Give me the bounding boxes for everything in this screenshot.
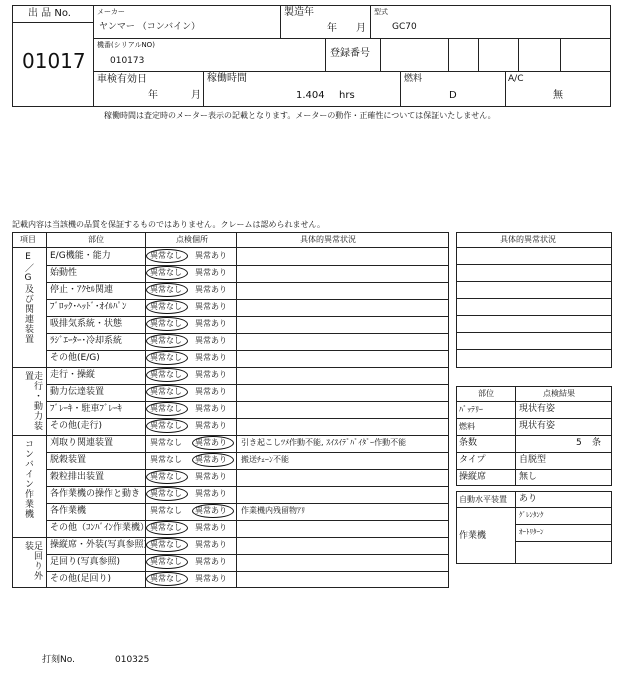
group-label: 走行・動力装置 [23, 371, 42, 431]
row-detail: 引き起こしﾂﾒ作動不能, ｽｲｽｲﾃﾞﾊﾞｲﾀﾞｰ作動不能 [241, 438, 407, 447]
no-abnormal-circle-mark [146, 368, 188, 382]
result-divider [456, 452, 612, 453]
row-part: 停止・ｱｸｾﾙ関連 [50, 285, 114, 295]
abnormal-option[interactable]: 異常あり [195, 302, 227, 311]
header-divider [93, 38, 611, 39]
detail-line [456, 264, 612, 265]
registration-label: 登録番号 [330, 48, 370, 59]
row-part: 穀粒排出装置 [50, 472, 105, 482]
no-abnormal-circle-mark [146, 521, 188, 535]
no-abnormal-circle-mark [146, 470, 188, 484]
lot-number: 01017 [22, 49, 86, 73]
row-part: 操縦席・外装(写真参照) [50, 540, 148, 550]
detail-line [456, 315, 612, 316]
fuel-label: 燃料 [404, 74, 423, 84]
abnormal-option[interactable]: 異常あり [195, 353, 227, 362]
right-detail-header: 具体的異常状況 [500, 235, 556, 244]
no-abnormal-option[interactable]: 異常なし [150, 302, 182, 311]
abnormal-option[interactable]: 異常あり [195, 489, 227, 498]
no-abnormal-circle-mark [146, 385, 188, 399]
header-divider [203, 71, 204, 107]
right-fuel-value: 現状有姿 [519, 421, 556, 431]
detail-line [456, 298, 612, 299]
rows-unit: 条 [592, 438, 602, 448]
rows-label: 条数 [459, 438, 478, 448]
abnormal-option[interactable]: 異常あり [195, 455, 227, 464]
row-part: 走行・操縦 [50, 370, 96, 380]
no-abnormal-option[interactable]: 異常なし [150, 574, 182, 583]
work-divider [515, 491, 516, 564]
abnormal-option[interactable]: 異常あり [195, 387, 227, 396]
detail-line [456, 247, 612, 248]
detail-line [456, 349, 612, 350]
header-divider [400, 71, 401, 107]
header-divider [370, 5, 371, 38]
hours-note: 稼働時間は査定時のメーター表示の記載となります。メーターの動作・正確性については保証いたしません。 [104, 111, 496, 120]
result-result-header: 点検結果 [543, 389, 575, 398]
row-part: ﾗｼﾞｴｰﾀｰ･冷却系統 [50, 336, 123, 346]
serial-label: 機番(シリアルNO) [97, 41, 155, 49]
work-label: 作業機 [459, 531, 487, 541]
header-divider [325, 38, 326, 71]
row-detail: 作業機内残留物ｱﾘ [241, 506, 305, 515]
abnormal-circle-mark [192, 504, 234, 518]
result-divider [456, 418, 612, 419]
no-abnormal-option[interactable]: 異常なし [150, 523, 182, 532]
auto-level-value: あり [519, 494, 538, 504]
group-label: 足回り外装 [23, 541, 42, 581]
no-abnormal-circle-mark [146, 538, 188, 552]
abnormal-option[interactable]: 異常あり [195, 319, 227, 328]
abnormal-option[interactable]: 異常あり [195, 251, 227, 260]
fuel-value: D [449, 90, 457, 101]
no-abnormal-option[interactable]: 異常なし [150, 319, 182, 328]
header-divider [505, 71, 506, 107]
group-label: E／G及び関連装置 [23, 252, 33, 344]
col-part-header: 部位 [88, 235, 104, 244]
col-check-header: 点検個所 [176, 235, 208, 244]
row-detail: 搬送ﾁｪｰﾝ不能 [241, 455, 289, 464]
result-divider [456, 469, 612, 470]
abnormal-option[interactable]: 異常あり [195, 421, 227, 430]
auto-level-label: 自動水平装置 [459, 495, 507, 504]
no-abnormal-option[interactable]: 異常なし [150, 506, 182, 515]
abnormal-option[interactable]: 異常あり [195, 557, 227, 566]
no-abnormal-option[interactable]: 異常なし [150, 455, 182, 464]
ac-label: A/C [508, 74, 524, 84]
battery-value: 現状有姿 [519, 404, 556, 414]
hours-value: 1.404 [296, 90, 325, 101]
header-divider [518, 38, 519, 71]
work-divider [515, 524, 612, 525]
cabin-label: 操縦席 [459, 472, 487, 482]
grain-tank: ｸﾞﾚﾝﾀﾝｸ [519, 511, 544, 519]
table-row [46, 384, 449, 401]
hours-label: 稼働時間 [207, 73, 247, 84]
maker-label: メーカー [97, 8, 125, 16]
no-abnormal-circle-mark [146, 555, 188, 569]
abnormal-option[interactable]: 異常あり [195, 523, 227, 532]
table-row [46, 350, 449, 367]
ac-value: 無 [553, 90, 563, 101]
row-part: その他(E/G) [50, 353, 100, 363]
abnormal-circle-mark [192, 453, 234, 467]
header-divider [12, 22, 93, 23]
no-abnormal-option[interactable]: 異常なし [150, 370, 182, 379]
row-part: その他(足回り) [50, 574, 112, 584]
mfg-month-char: 月 [356, 23, 366, 34]
no-abnormal-option[interactable]: 異常なし [150, 540, 182, 549]
row-part: その他（ｺﾝﾊﾞｲﾝ作業機） [50, 523, 150, 533]
result-part-header: 部位 [478, 389, 494, 398]
no-abnormal-option[interactable]: 異常なし [150, 404, 182, 413]
header-divider [93, 5, 94, 107]
header-divider [93, 71, 611, 72]
no-abnormal-circle-mark [146, 317, 188, 331]
no-abnormal-circle-mark [146, 351, 188, 365]
disclaimer: 記載内容は当該機の品質を保証するものではありません。クレームは認められません。 [12, 220, 325, 229]
no-abnormal-circle-mark [146, 487, 188, 501]
no-abnormal-option[interactable]: 異常なし [150, 557, 182, 566]
no-abnormal-circle-mark [146, 572, 188, 586]
abnormal-option[interactable]: 異常あり [195, 472, 227, 481]
no-abnormal-option[interactable]: 異常なし [150, 421, 182, 430]
mfg-year-label: 製造年 [284, 7, 314, 18]
lot-label: 出 品 No. [28, 8, 71, 19]
row-part: その他(走行) [50, 421, 103, 431]
header-divider [280, 5, 281, 38]
row-part: 脱穀装置 [50, 455, 87, 465]
right-fuel-label: 燃料 [459, 422, 475, 431]
no-abnormal-option[interactable]: 異常なし [150, 251, 182, 260]
table-row [46, 469, 449, 486]
no-abnormal-option[interactable]: 異常なし [150, 336, 182, 345]
no-abnormal-option[interactable]: 異常なし [150, 353, 182, 362]
rows-value: 5 [576, 438, 582, 448]
abnormal-circle-mark [192, 436, 234, 450]
stamp-value: 010325 [115, 655, 150, 665]
abnormal-option[interactable]: 異常あり [195, 268, 227, 277]
battery-label: ﾊﾞｯﾃﾘｰ [459, 405, 483, 414]
auto-return: ｵｰﾄﾘﾀｰﾝ [519, 528, 544, 536]
abnormal-option[interactable]: 異常あり [195, 370, 227, 379]
detail-line [456, 332, 612, 333]
no-abnormal-option[interactable]: 異常なし [150, 438, 182, 447]
abnormal-option[interactable]: 異常あり [195, 285, 227, 294]
no-abnormal-option[interactable]: 異常なし [150, 472, 182, 481]
mfg-year-char: 年 [327, 23, 337, 34]
inspection-label: 車検有効日 [97, 74, 147, 85]
abnormal-option[interactable]: 異常あり [195, 574, 227, 583]
no-abnormal-circle-mark [146, 334, 188, 348]
no-abnormal-option[interactable]: 異常なし [150, 489, 182, 498]
row-part: 動力伝達装置 [50, 387, 105, 397]
inspection-month: 月 [191, 90, 201, 101]
row-part: 足回り(写真参照) [50, 557, 121, 567]
table-row [46, 418, 449, 435]
row-part: 刈取り関連装置 [50, 438, 114, 448]
row-part: ﾌﾞﾚｰｷ・駐車ﾌﾞﾚｰｷ [50, 404, 123, 414]
row-part: E/G機能・能力 [50, 251, 111, 261]
no-abnormal-circle-mark [146, 266, 188, 280]
type-label: タイプ [459, 455, 486, 465]
work-divider [456, 507, 612, 508]
model-value: GC70 [392, 22, 417, 32]
no-abnormal-option[interactable]: 異常なし [150, 268, 182, 277]
table-row [46, 265, 449, 282]
no-abnormal-option[interactable]: 異常なし [150, 285, 182, 294]
row-part: 始動性 [50, 268, 78, 278]
header-divider [478, 38, 479, 71]
cabin-value: 無し [519, 472, 538, 482]
header-divider [560, 38, 561, 71]
row-part: ﾌﾞﾛｯｸ･ﾍｯﾄﾞ･ｵｲﾙﾊﾟﾝ [50, 302, 127, 312]
inspection-year: 年 [148, 90, 158, 101]
model-label: 型式 [374, 8, 388, 16]
abnormal-option[interactable]: 異常あり [195, 336, 227, 345]
col-item-header: 項目 [20, 235, 36, 244]
detail-line [456, 281, 612, 282]
abnormal-option[interactable]: 異常あり [195, 404, 227, 413]
no-abnormal-circle-mark [146, 300, 188, 314]
type-value: 自脱型 [519, 455, 547, 465]
header-divider [448, 38, 449, 71]
no-abnormal-circle-mark [146, 283, 188, 297]
row-part: 各作業機の操作と動き [50, 489, 141, 499]
header-divider [380, 38, 381, 71]
serial-value: 010173 [110, 56, 145, 66]
abnormal-option[interactable]: 異常あり [195, 506, 227, 515]
right-detail-box [456, 232, 612, 368]
group-label: コンバイン作業機 [23, 439, 33, 519]
result-divider [456, 435, 612, 436]
col-detail-header: 具体的異常状況 [300, 235, 356, 244]
no-abnormal-circle-mark [146, 402, 188, 416]
no-abnormal-option[interactable]: 異常なし [150, 387, 182, 396]
abnormal-option[interactable]: 異常あり [195, 438, 227, 447]
maker-value: ヤンマー （コンバイン） [99, 22, 201, 32]
row-part: 各作業機 [50, 506, 87, 516]
work-divider [515, 541, 612, 542]
stamp-label: 打刻No. [42, 655, 75, 665]
hours-unit: hrs [339, 90, 355, 101]
row-part: 吸排気系統・状態 [50, 319, 123, 329]
table-row [46, 367, 449, 384]
abnormal-option[interactable]: 異常あり [195, 540, 227, 549]
no-abnormal-circle-mark [146, 419, 188, 433]
no-abnormal-circle-mark [146, 249, 188, 263]
result-divider [456, 401, 612, 402]
